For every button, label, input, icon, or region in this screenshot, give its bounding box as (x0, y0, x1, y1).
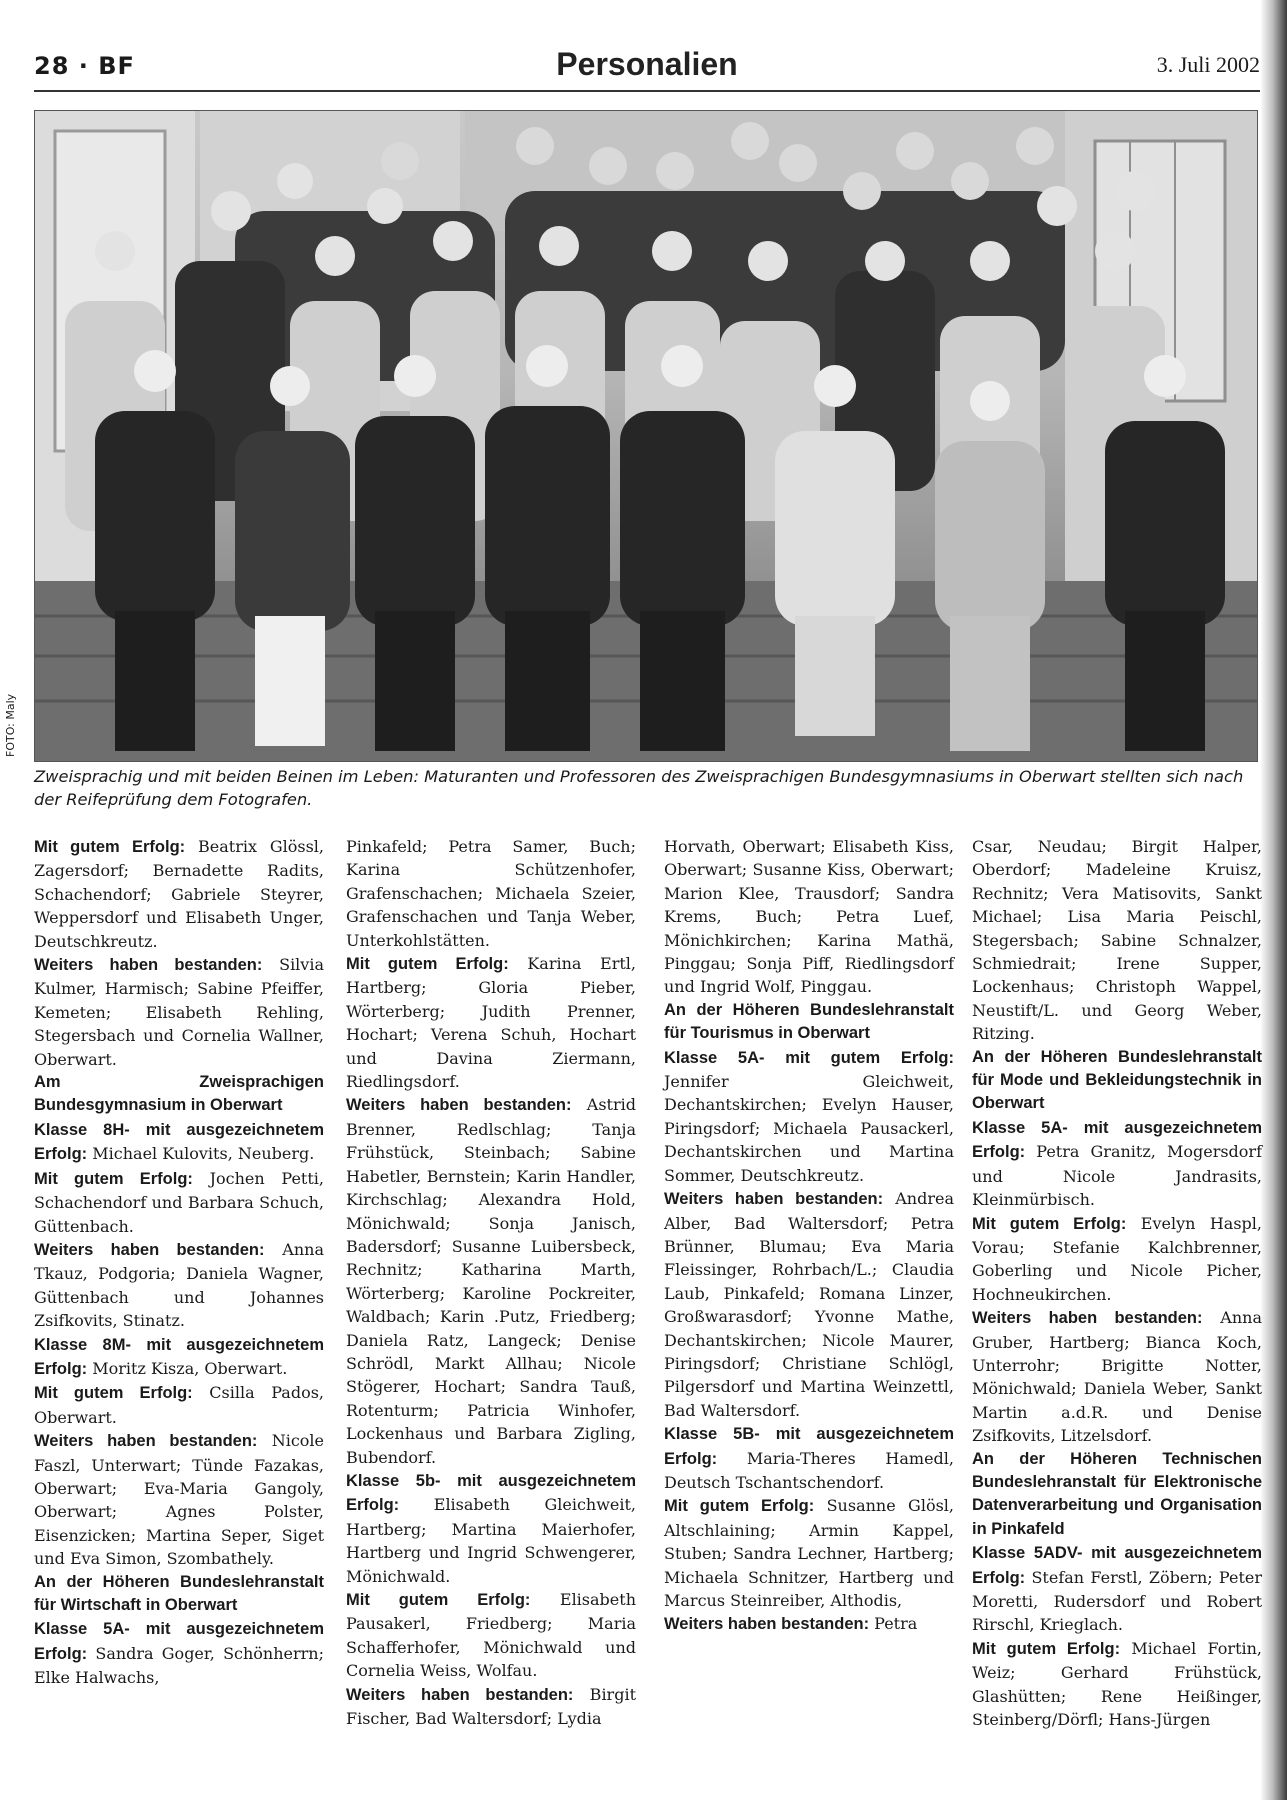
paragraph-label: Mit gutem Erfolg: (664, 1497, 815, 1516)
paragraph-text: Beatrix Glössl, Zagersdorf; Bernadette Radits, Schachendorf; Gabriele Steyrer, Weppersdorf und Elisabeth Unger, Deutschkreutz. (34, 837, 324, 951)
paragraph-text: Csilla Pados, Oberwart. (34, 1383, 324, 1427)
paragraph-label: Mit gutem Erfolg: (346, 955, 509, 974)
header-rule (34, 90, 1260, 92)
paragraph-label: Klasse 8H- mit ausgezeichnetem Erfolg: (34, 1120, 324, 1164)
paragraph (972, 1306, 1262, 1447)
paragraph-label: Klasse 8M- mit ausgezeichnetem Erfolg: (34, 1335, 324, 1378)
paragraph (34, 1617, 324, 1689)
paragraph (34, 1167, 324, 1238)
paragraph (664, 1187, 954, 1422)
photo-credit: FOTO: Maly (4, 693, 17, 757)
paragraph-label: Klasse 5b- mit ausgezeichnetem Erfolg: (346, 1471, 636, 1515)
paragraph-label: Weiters haben bestanden: (664, 1615, 870, 1634)
paragraph-label: Klasse 5A- mit ausgezeichnetem Erfolg: (34, 1620, 324, 1663)
paragraph (34, 1333, 324, 1382)
paragraph-text: Elisabeth Pausakerl, Friedberg; Maria Schafferhofer, Mönichwald und Cornelia Weiss, Wolfau. (346, 1590, 636, 1681)
paragraph-text: Andrea Alber, Bad Waltersdorf; Petra Brünner, Blumau; Eva Maria Fleissinger, Rohrbach/L.; Claudia Laub, Pinkafeld; Romana Linzer, Großwarasdorf; Yvonne Mathe, Dechantskirchen; Nicole Maurer, Piringsdorf; Christiane Schlögl, Pilgersdorf und Martina Weinzettl, Bad Waltersdorf. (664, 1189, 955, 1420)
page-number: 28 · BF (34, 52, 135, 80)
paragraph-label: Klasse 5A- mit gutem Erfolg: (664, 1048, 954, 1067)
paragraph-label: Mit gutem Erfolg: (34, 838, 186, 856)
paragraph-label: Klasse 5ADV- mit ausgezeichnetem Erfolg: (972, 1544, 1262, 1587)
column-2 (346, 835, 636, 1730)
paragraph (972, 1212, 1262, 1307)
paragraph (664, 1612, 954, 1636)
photo-caption: Zweisprachig und mit beiden Beinen im Leben: Maturanten und Professoren des Zweisprachigen Bundesgymnasiums in Oberwart stellten sich nach der Reifeprüfung dem Fotografen. (34, 767, 1244, 809)
page-header (34, 44, 1260, 88)
paragraph-text: Jennifer Gleichweit, Dechantskirchen; Evelyn Hauser, Piringsdorf; Michaela Pausackerl, Dechantskirchen und Martina Sommer, Deutschkreutz. (664, 1072, 954, 1185)
paragraph-text: Silvia Kulmer, Harmisch; Sabine Pfeiffer, Kemeten; Elisabeth Rehling, Stegersbach und Cornelia Wallner, Oberwart. (34, 955, 324, 1069)
paragraph-text: Michael Kulovits, Neuberg. (87, 1144, 315, 1164)
paragraph-text: Csar, Neudau; Birgit Halper, Oberdorf; Madeleine Kruisz, Rechnitz; Vera Matisovits, Sankt Michael; Lisa Maria Peischl, Stegersbach; Sabine Schnalzer, Schmiedrait; Irene Supper, Lockenhaus; Christoph Wappel, Neustift/L. und Georg Weber, Ritzing. (972, 837, 1262, 1044)
school-heading: An der Höheren Bundeslehranstalt für Mode und Bekleidungstechnik in Oberwart (972, 1047, 1262, 1113)
paragraph (972, 835, 1262, 1046)
school-heading: An der Höheren Technischen Bundeslehranstalt für Elektronische Datenverarbeitung und Organisation in Pinkafeld (972, 1449, 1262, 1538)
paragraph-text: Anna Tkauz, Podgoria; Daniela Wagner, Güttenbach und Johannes Zsifkovits, Stinatz. (34, 1239, 324, 1331)
paragraph (34, 1238, 324, 1333)
paragraph (34, 835, 324, 953)
paragraph-text: Maria-Theres Hamedl, Deutsch Tschantschendorf. (664, 1448, 954, 1492)
paragraph-text: Sandra Goger, Schönherrn; Elke Halwachs, (34, 1643, 324, 1688)
paragraph (664, 835, 954, 999)
paragraph-text: Karina Ertl, Hartberg; Gloria Pieber, Wörterberg; Judith Prenner, Hochart; Verena Schuh, Hochart und Davina Ziermann, Riedlingsdorf. (346, 954, 637, 1092)
paragraph-text: Petra (869, 1614, 918, 1634)
paragraph-label: Weiters haben bestanden: (972, 1309, 1203, 1328)
paragraph-label: Mit gutem Erfolg: (972, 1639, 1121, 1658)
paragraph (346, 835, 636, 952)
article-columns (34, 835, 1260, 1775)
paragraph (664, 1422, 954, 1494)
paragraph-text: Susanne Glösl, Altschlaining; Armin Kappel, Stuben; Sandra Lechner, Hartberg; Michaela Schnitzer, Hartberg und Marcus Steinreiber, Althodis, (664, 1496, 954, 1610)
paragraph (972, 1116, 1262, 1212)
paragraph-text: Anna Gruber, Hartberg; Bianca Koch, Unterrohr; Brigitte Notter, Mönichwald; Daniela Weber, Sankt Martin a.d.R. und Denise Zsifkovits, Litzelsdorf. (972, 1308, 1262, 1446)
paragraph (664, 1494, 954, 1612)
school-heading: An der Höheren Bundeslehranstalt für Tourismus in Oberwart (664, 1000, 954, 1043)
paragraph-label: Weiters haben bestanden: (346, 1096, 572, 1115)
issue-date: 3. Juli 2002 (1156, 52, 1260, 77)
paragraph-label: Klasse 5B- mit ausgezeichnetem Erfolg: (664, 1425, 954, 1468)
paragraph-text: Evelyn Haspl, Vorau; Stefanie Kalchbrenner, Goberling und Nicole Picher, Hochneukirchen. (972, 1213, 1262, 1304)
paragraph-text: Michael Fortin, Weiz; Gerhard Frühstück, Glashütten; Rene Heißinger, Steinberg/Dörfl; Hans-Jürgen (972, 1638, 1262, 1730)
paragraph-text: Astrid Brenner, Redlschlag; Tanja Frühstück, Steinbach; Sabine Habetler, Bernstein; Karin Handler, Kirchschlag; Alexandra Hold, Mönichwald; Sonja Janisch, Badersdorf; Susanne Luibersbeck, Rechnitz; Katharina Marth, Wörterberg; Karoline Pockreiter, Waldbach; Karin .Putz, Friedberg; Daniela Ratz, Langeck; Denise Schrödl, Markt Allhau; Nicole Stögerer, Hochart; Sandra Tauß, Rotenturm; Patricia Winhofer, Lockenhaus und Barbara Zigling, Bubendorf. (346, 1095, 636, 1467)
paragraph-label: Mit gutem Erfolg: (972, 1214, 1127, 1233)
paragraph-text: Stefan Ferstl, Zöbern; Peter Moretti, Rudersdorf und Robert Rirschl, Krieglach. (972, 1567, 1262, 1635)
paragraph (34, 1118, 324, 1167)
paragraph-text: Pinkafeld; Petra Samer, Buch; Karina Schützenhofer, Grafenschachen; Michaela Szeier, Grafenschachen und Tanja Weber, Unterkohlstätten. (346, 837, 636, 950)
paragraph-label: Mit gutem Erfolg: (34, 1169, 193, 1188)
paragraph-label: Klasse 5A- mit ausgezeichnetem Erfolg: (972, 1118, 1262, 1162)
paragraph-label: Weiters haben bestanden: (34, 1240, 265, 1259)
paragraph-text: Nicole Faszl, Unterwart; Tünde Fazakas, Oberwart; Eva-Maria Gangoly, Oberwart; Agnes Polster, Eisenzicken; Martina Seper, Siget und Eva Simon, Szombathely. (34, 1431, 324, 1569)
paragraph-label: Weiters haben bestanden: (34, 1432, 258, 1451)
paragraph-label: Weiters haben bestanden: (34, 956, 263, 975)
paragraph (346, 1588, 636, 1683)
paragraph-text: Jochen Petti, Schachendorf und Barbara Schuch, Güttenbach. (34, 1168, 324, 1236)
group-photo (34, 110, 1258, 762)
paragraph (346, 1469, 636, 1588)
paragraph-text: Horvath, Oberwart; Elisabeth Kiss, Oberwart; Susanne Kiss, Oberwart; Marion Klee, Trausdorf; Sandra Krems, Buch; Petra Luef, Mönichkirchen; Karina Mathä, Pinggau; Sonja Piff, Riedlingsdorf und Ingrid Wolf, Pinggau. (664, 837, 954, 997)
paragraph-label: Weiters haben bestanden: (664, 1190, 884, 1209)
school-heading: Am Zweisprachigen Bundesgymnasium in Oberwart (34, 1073, 324, 1115)
paragraph (34, 953, 324, 1071)
column-1 (34, 835, 324, 1690)
paragraph (664, 1046, 954, 1187)
paragraph (972, 1541, 1262, 1637)
paragraph (346, 1093, 636, 1469)
paragraph (34, 1429, 324, 1570)
section-title: Personalien (556, 46, 738, 82)
paragraph-label: Mit gutem Erfolg: (34, 1384, 193, 1403)
column-3 (664, 835, 954, 1637)
paragraph-text: Moritz Kisza, Oberwart. (87, 1358, 288, 1378)
page-edge-shadow (1261, 0, 1287, 1800)
paragraph (346, 1683, 636, 1731)
paragraph (34, 1381, 324, 1429)
column-4 (972, 835, 1262, 1731)
paragraph-text: Elisabeth Gleichweit, Hartberg; Martina Maierhofer, Hartberg und Ingrid Schwengerer, Mönichwald. (346, 1495, 636, 1586)
paragraph (972, 1637, 1262, 1732)
paragraph-label: Weiters haben bestanden: (346, 1685, 574, 1704)
paragraph-text: Birgit Fischer, Bad Waltersdorf; Lydia (346, 1684, 636, 1729)
paragraph (346, 952, 636, 1093)
paragraph-label: Mit gutem Erfolg: (346, 1591, 531, 1609)
paragraph-text: Petra Granitz, Mogersdorf und Nicole Jandrasits, Kleinmürbisch. (972, 1142, 1262, 1210)
school-heading: An der Höheren Bundeslehranstalt für Wirtschaft in Oberwart (34, 1572, 324, 1614)
